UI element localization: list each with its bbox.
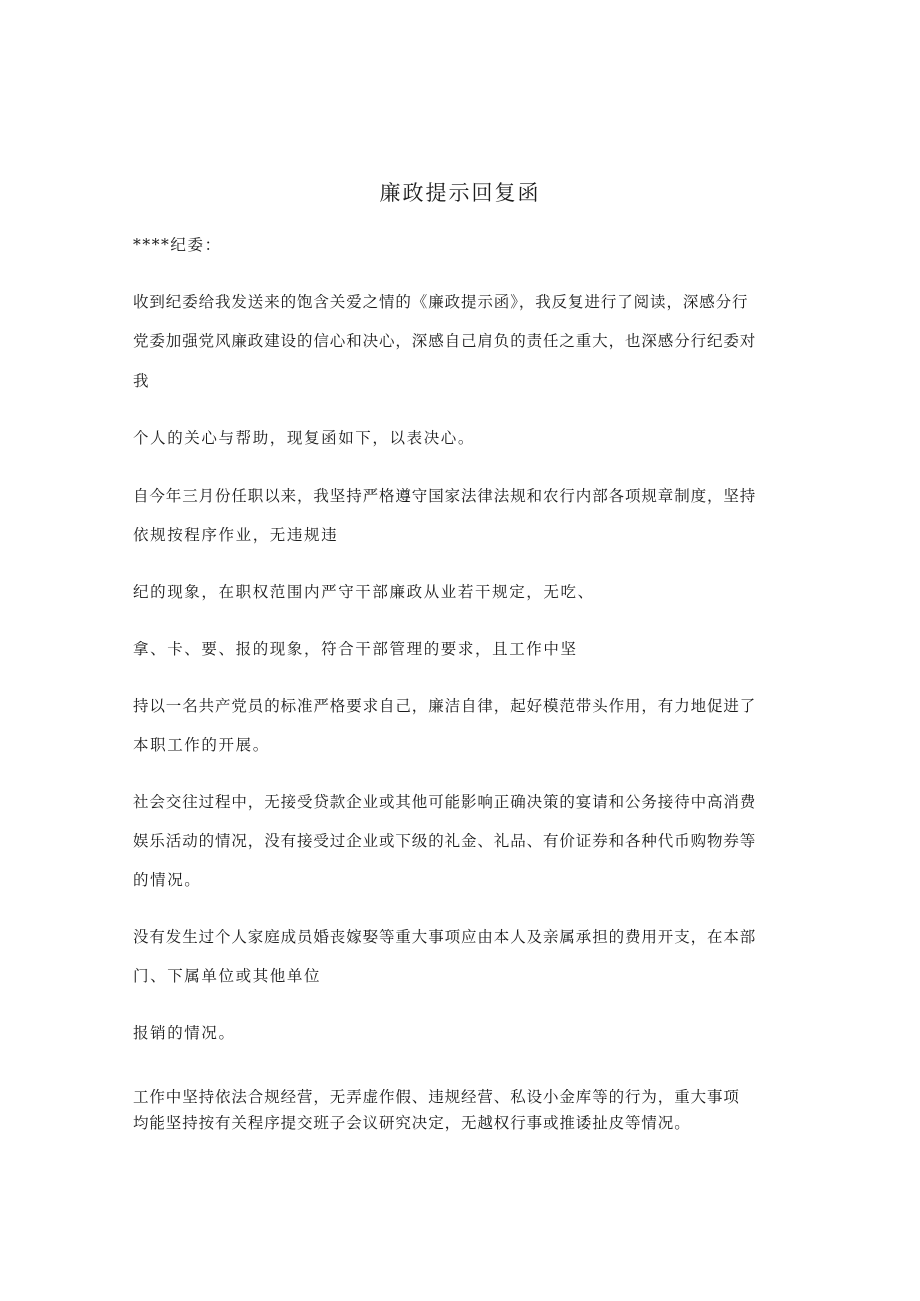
paragraph-line: 均能坚持按有关程序提交班子会议研究决定，无越权行事或推诿扯皮等情况。	[133, 1114, 691, 1132]
paragraph-line: 娱乐活动的情况，没有接受过企业或下级的礼金、礼品、有价证券和各种代币购物券等	[133, 832, 757, 850]
salutation: ****纪委：	[133, 236, 222, 254]
paragraph-line: 没有发生过个人家庭成员婚丧嫁娶等重大事项应由本人及亲属承担的费用开支，在本部	[133, 928, 757, 946]
paragraph-line: 纪的现象，在职权范围内严守干部廉政从业若干规定，无吃、	[133, 583, 595, 601]
paragraph-line: 的情况。	[133, 871, 202, 889]
paragraph-line: 个人的关心与帮助，现复函如下，以表决心。	[133, 429, 476, 447]
paragraph-line: 报销的情况。	[133, 1024, 236, 1042]
paragraph-line: 自今年三月份任职以来，我坚持严格遵守国家法律法规和农行内部各项规章制度，坚持	[133, 487, 757, 505]
paragraph-line: 本职工作的开展。	[133, 736, 270, 754]
paragraph-line: 我	[133, 372, 151, 390]
paragraph-line: 门、下属单位或其他单位	[133, 967, 322, 985]
document-title: 廉政提示回复函	[379, 181, 541, 205]
paragraph-line: 持以一名共产党员的标准严格要求自己，廉洁自律，起好模范带头作用，有力地促进了	[133, 697, 757, 715]
paragraph-line: 依规按程序作业，无违规违	[133, 526, 339, 544]
paragraph-line: 工作中坚持依法合规经营，无弄虚作假、违规经营、私设小金库等的行为，重大事项	[133, 1088, 740, 1106]
paragraph-line: 社会交往过程中，无接受贷款企业或其他可能影响正确决策的宴请和公务接待中高消费	[133, 793, 757, 811]
paragraph-line: 党委加强党风廉政建设的信心和决心，深感自己肩负的责任之重大，也深感分行纪委对	[133, 332, 757, 350]
paragraph-line: 拿、卡、要、报的现象，符合干部管理的要求，且工作中坚	[133, 640, 578, 658]
paragraph-line: 收到纪委给我发送来的饱含关爱之情的《廉政提示函》，我反复进行了阅读，深感分行	[133, 293, 749, 311]
